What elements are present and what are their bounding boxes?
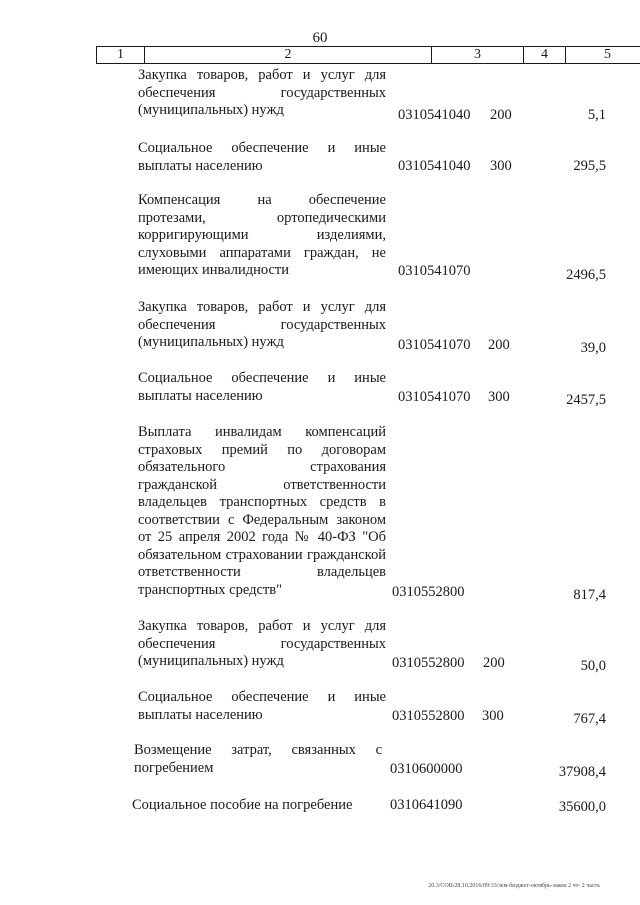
row-kind: 300 — [490, 158, 512, 174]
row-kind: 300 — [488, 389, 510, 405]
column-header-3: 3 — [432, 47, 524, 64]
row-description: Закупка товаров, работ и услуг для обеспечения государственных (муниципальных) нужд — [138, 618, 386, 669]
row-amount: 817,4 — [573, 587, 606, 603]
row-kind: 200 — [483, 655, 505, 671]
column-header-2: 2 — [145, 47, 432, 64]
row-description: Закупка товаров, работ и услуг для обеспечения государственных (муниципальных) нужд — [138, 299, 386, 350]
column-header-4: 4 — [524, 47, 566, 64]
page-number: 60 — [312, 30, 328, 46]
row-description: Компенсация на обеспечение протезами, ортопедическими корригирующими изделиями, слуховыми аппаратами граждан, не имеющих инвалидности — [138, 192, 386, 278]
row-amount: 767,4 — [573, 711, 606, 727]
row-code: 0310541070 — [398, 337, 471, 353]
row-amount: 39,0 — [580, 340, 606, 356]
row-code: 0310641090 — [390, 797, 463, 813]
row-code: 0310552800 — [392, 655, 465, 671]
row-description: Социальное пособие на погребение — [132, 797, 353, 813]
row-code: 0310600000 — [390, 761, 463, 777]
row-code: 0310541070 — [398, 389, 471, 405]
row-kind: 200 — [490, 107, 512, 123]
row-amount: 2457,5 — [566, 392, 606, 408]
row-code: 0310552800 — [392, 584, 465, 600]
column-header-table — [96, 46, 640, 64]
row-amount: 37908,4 — [558, 764, 606, 780]
row-description: Социальное обеспечение и иные выплаты населению — [138, 370, 386, 404]
column-header-5: 5 — [566, 47, 640, 64]
row-code: 0310541040 — [398, 107, 471, 123]
row-amount: 295,5 — [573, 158, 606, 174]
row-kind: 300 — [482, 708, 504, 724]
row-amount: 5,1 — [587, 107, 606, 123]
column-header-1: 1 — [97, 47, 145, 64]
row-description: Социальное обеспечение и иные выплаты населению — [138, 689, 386, 723]
row-description: Возмещение затрат, связанных с погребением — [134, 742, 382, 776]
document-footer-stamp: 20.3/СОВ/28.10.2016/09:33/зем-бюджет-октябрь-закон 2 чт- 2 часть — [428, 883, 600, 889]
row-description: Социальное обеспечение и иные выплаты населению — [138, 140, 386, 174]
row-amount: 35600,0 — [558, 799, 606, 815]
row-amount: 2496,5 — [566, 267, 606, 283]
row-description: Закупка товаров, работ и услуг для обеспечения государственных (муниципальных) нужд — [138, 67, 386, 118]
row-description: Выплата инвалидам компенсаций страховых премий по договорам обязательного страхования гражданской ответственности владельцев транспортных средств в соответствии с Федеральным законом от 25 апреля 2002 года № 40-ФЗ "Об обязательном страховании гражданской ответственности владельцев транспортных средств" — [138, 424, 386, 598]
row-kind: 200 — [488, 337, 510, 353]
row-amount: 50,0 — [580, 658, 606, 674]
row-code: 0310541040 — [398, 158, 471, 174]
row-code: 0310552800 — [392, 708, 465, 724]
row-code: 0310541070 — [398, 263, 471, 279]
